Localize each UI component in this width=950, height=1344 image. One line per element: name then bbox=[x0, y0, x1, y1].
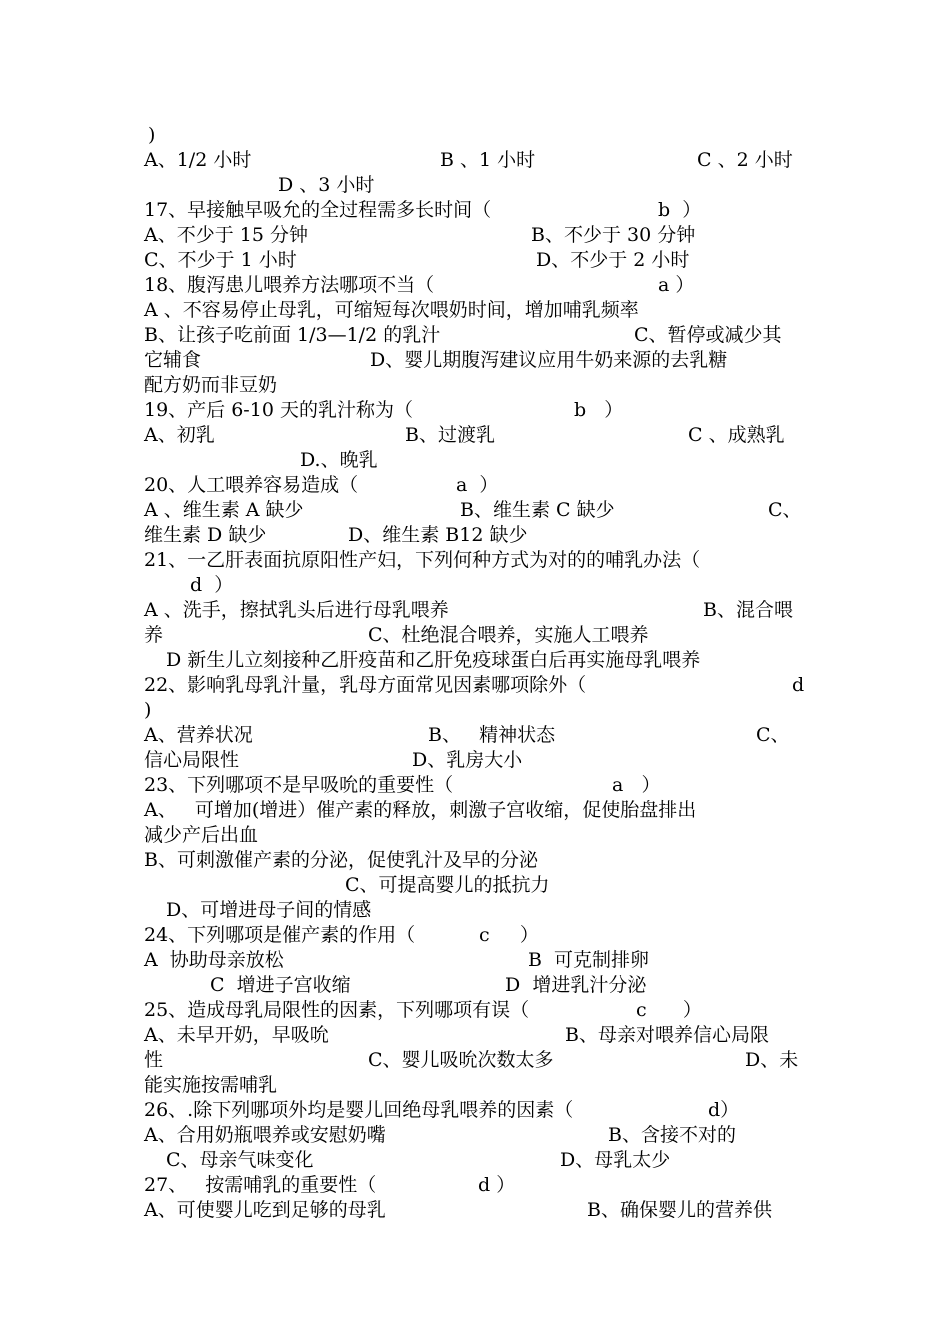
text-line: B、可刺激催产素的分泌，促使乳汁及早的分泌 bbox=[144, 849, 538, 871]
text-line: B、维生素 C 缺少 bbox=[460, 499, 615, 521]
text-line: B、让孩子吃前面 1/3—1/2 的乳汁 bbox=[144, 324, 441, 346]
answer-27: d ） bbox=[478, 1174, 516, 1196]
text-line: A 、洗手，擦拭乳头后进行母乳喂养 bbox=[144, 599, 449, 621]
text-line: 性 bbox=[144, 1049, 164, 1071]
answer-21: d ） bbox=[190, 574, 234, 596]
question-26: 26、.除下列哪项外均是婴儿回绝母乳喂养的因素（ bbox=[144, 1099, 574, 1121]
question-24: 24、下列哪项是催产素的作用（ bbox=[144, 924, 416, 946]
answer-20: a ） bbox=[456, 474, 499, 496]
text-line: D.、晚乳 bbox=[300, 449, 378, 471]
text-line: A、1/2 小时 bbox=[144, 149, 252, 171]
text-line: C、母亲气味变化 bbox=[166, 1149, 314, 1171]
text-line: B、确保婴儿的营养供 bbox=[587, 1199, 772, 1221]
text-line: A、未早开奶，早吸吮 bbox=[144, 1024, 329, 1046]
text-line: C、 bbox=[756, 724, 790, 746]
text-line: C、可提高婴儿的抵抗力 bbox=[345, 874, 550, 896]
text-line: C 、成熟乳 bbox=[688, 424, 785, 446]
text-line: 信心局限性 bbox=[144, 749, 240, 771]
text-line: D、未 bbox=[745, 1049, 799, 1071]
text-line: A 协助母亲放松 bbox=[144, 949, 284, 971]
question-27: 27、 按需哺乳的重要性（ bbox=[144, 1174, 377, 1196]
text-line: B、 精神状态 bbox=[428, 724, 556, 746]
text-line: B 、1 小时 bbox=[440, 149, 536, 171]
text-line: ) bbox=[148, 124, 156, 146]
answer-18: a ） bbox=[658, 274, 695, 296]
answer-22: d bbox=[792, 674, 805, 696]
text-line: B、不少于 30 分钟 bbox=[531, 224, 696, 246]
text-line: 减少产后出血 bbox=[144, 824, 259, 846]
text-line: A 、维生素 A 缺少 bbox=[144, 499, 304, 521]
text-line: 维生素 D 缺少 bbox=[144, 524, 267, 546]
text-line: A 、不容易停止母乳，可缩短每次喂奶时间，增加哺乳频率 bbox=[144, 299, 639, 321]
text-line: D 新生儿立刻接种乙肝疫苗和乙肝免疫球蛋白后再实施母乳喂养 bbox=[166, 649, 701, 671]
text-line: A、合用奶瓶喂养或安慰奶嘴 bbox=[144, 1124, 386, 1146]
text-line: D、婴儿期腹泻建议应用牛奶来源的去乳糖 bbox=[370, 349, 728, 371]
text-line: A、初乳 bbox=[144, 424, 215, 446]
text-line: C、暂停或减少其 bbox=[634, 324, 782, 346]
question-20: 20、人工喂养容易造成（ bbox=[144, 474, 359, 496]
text-line: A、可使婴儿吃到足够的母乳 bbox=[144, 1199, 386, 1221]
question-17: 17、早接触早吸允的全过程需多长时间（ bbox=[144, 199, 492, 221]
text-line: D、母乳太少 bbox=[560, 1149, 671, 1171]
answer-26: d） bbox=[708, 1099, 740, 1121]
answer-25: c ） bbox=[636, 999, 702, 1021]
question-25: 25、造成母乳局限性的因素，下列哪项有误（ bbox=[144, 999, 530, 1021]
text-line: C 、2 小时 bbox=[697, 149, 793, 171]
answer-17: b ） bbox=[658, 199, 702, 221]
text-line: B、混合喂 bbox=[703, 599, 793, 621]
text-line: 能实施按需哺乳 bbox=[144, 1074, 278, 1096]
text-line: C、 bbox=[768, 499, 802, 521]
answer-24: c ） bbox=[479, 924, 539, 946]
text-line: D、维生素 B12 缺少 bbox=[348, 524, 528, 546]
text-line: D、可增进母子间的情感 bbox=[166, 899, 372, 921]
text-line: B 可克制排卵 bbox=[528, 949, 650, 971]
text-line: D 、3 小时 bbox=[278, 174, 375, 196]
text-line: C、婴儿吸吮次数太多 bbox=[368, 1049, 554, 1071]
text-line: 养 bbox=[144, 624, 164, 646]
text-line: C、杜绝混合喂养，实施人工喂养 bbox=[368, 624, 649, 646]
text-line: C 增进子宫收缩 bbox=[210, 974, 351, 996]
text-line: 它辅食 bbox=[144, 349, 202, 371]
text-line: D 增进乳汁分泌 bbox=[505, 974, 647, 996]
question-18: 18、腹泻患儿喂养方法哪项不当（ bbox=[144, 274, 435, 296]
text-line: C、不少于 1 小时 bbox=[144, 249, 297, 271]
question-21: 21、一乙肝表面抗原阳性产妇，下列何种方式为对的的哺乳办法（ bbox=[144, 549, 701, 571]
text-line: A、 可增加(增进）催产素的释放，刺激子宫收缩，促使胎盘排出 bbox=[144, 799, 697, 821]
text-line: ) bbox=[144, 699, 152, 721]
text-line: B、含接不对的 bbox=[608, 1124, 736, 1146]
text-line: D、乳房大小 bbox=[412, 749, 523, 771]
answer-19: b ） bbox=[574, 399, 624, 421]
question-23: 23、下列哪项不是早吸吮的重要性（ bbox=[144, 774, 454, 796]
text-line: A、营养状况 bbox=[144, 724, 253, 746]
text-line: A、不少于 15 分钟 bbox=[144, 224, 308, 246]
text-line: 配方奶而非豆奶 bbox=[144, 374, 278, 396]
question-22: 22、影响乳母乳汁量，乳母方面常见因素哪项除外（ bbox=[144, 674, 587, 696]
answer-23: a ） bbox=[612, 774, 661, 796]
text-line: B、过渡乳 bbox=[405, 424, 495, 446]
text-line: D、不少于 2 小时 bbox=[536, 249, 690, 271]
text-line: B、母亲对喂养信心局限 bbox=[565, 1024, 769, 1046]
question-19: 19、产后 6-10 天的乳汁称为（ bbox=[144, 399, 413, 421]
